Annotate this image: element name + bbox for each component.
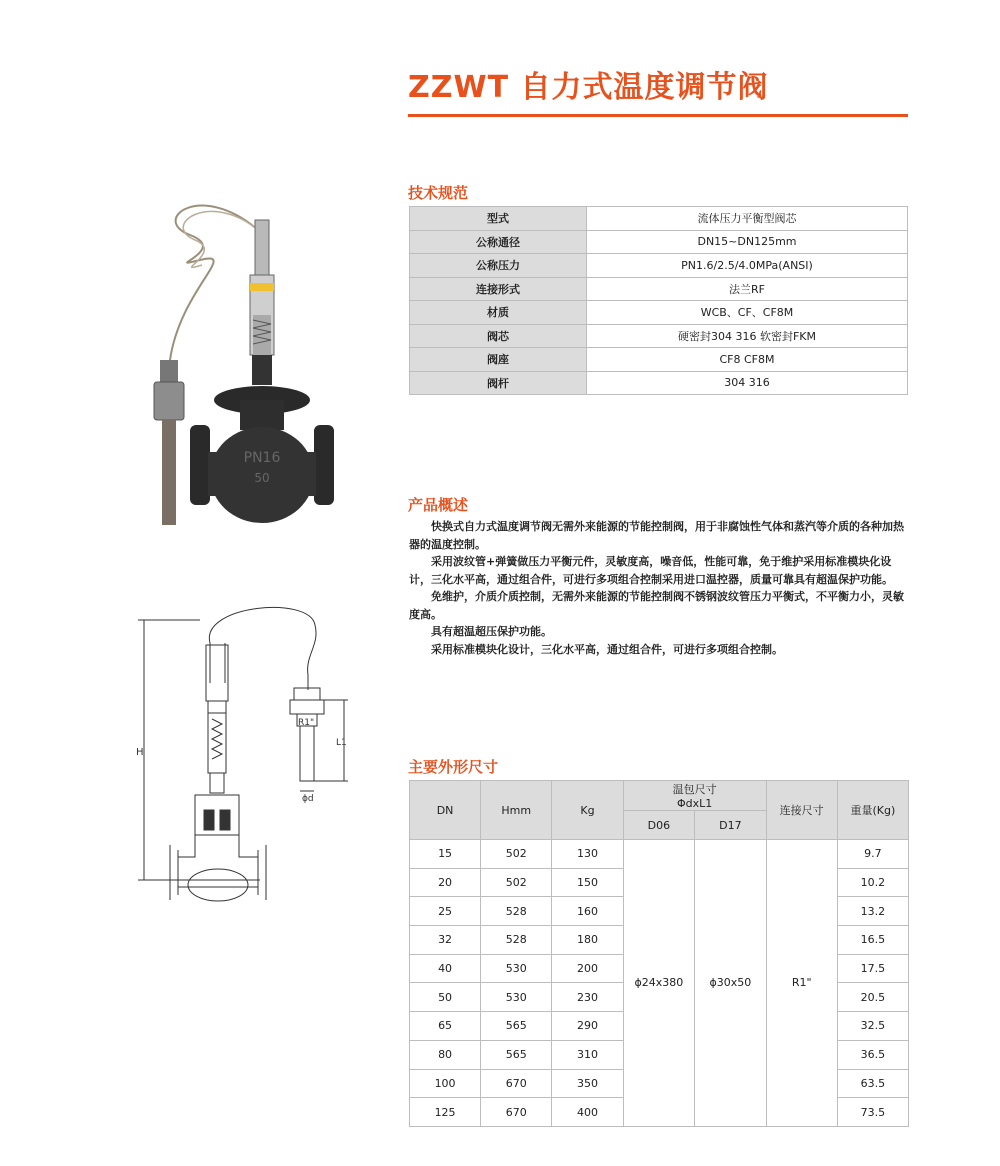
- table-row: [410, 277, 908, 301]
- col-conn: 连接尺寸: [766, 781, 837, 840]
- cell-h: 528: [481, 897, 552, 926]
- cell-d06: ϕ24x380: [623, 840, 695, 1127]
- col-hmm: Hmm: [481, 781, 552, 840]
- cell-dn: 50: [410, 983, 481, 1012]
- spec-value: 流体压力平衡型阀芯: [587, 207, 908, 231]
- valve-drawing: [130, 595, 370, 925]
- cell-h: 565: [481, 1012, 552, 1041]
- cell-d17: ϕ30x50: [695, 840, 766, 1127]
- table-row: [410, 840, 909, 869]
- cell-kg: 150: [552, 868, 623, 897]
- table-row: [410, 348, 908, 372]
- overview-paragraph: 具有超温超压保护功能。: [431, 625, 552, 638]
- cell-kg: 310: [552, 1040, 623, 1069]
- cell-weight: 16.5: [837, 926, 908, 955]
- cell-kg: 180: [552, 926, 623, 955]
- cell-h: 670: [481, 1069, 552, 1098]
- spec-key: 连接形式: [410, 277, 587, 301]
- cell-kg: 200: [552, 954, 623, 983]
- cell-kg: 160: [552, 897, 623, 926]
- title-divider: [408, 114, 908, 117]
- cell-kg: 400: [552, 1098, 623, 1127]
- cell-dn: 125: [410, 1098, 481, 1127]
- spec-key: 阀芯: [410, 324, 587, 348]
- overview-paragraph: 采用波纹管+弹簧做压力平衡元件，灵敏度高，噪音低，性能可靠，免于维护采用标准模块化设计，三化水平高，通过组合件，可进行多项组合控制采用进口温控器，质量可靠具有超温保护功能。: [409, 555, 893, 586]
- spec-key: 公称压力: [410, 254, 587, 278]
- table-row: [410, 301, 908, 325]
- cell-dn: 80: [410, 1040, 481, 1069]
- table-row: [410, 207, 908, 231]
- cell-dn: 100: [410, 1069, 481, 1098]
- cell-h: 530: [481, 983, 552, 1012]
- cell-weight: 73.5: [837, 1098, 908, 1127]
- spec-value: PN1.6/2.5/4.0MPa(ANSI): [587, 254, 908, 278]
- cell-weight: 9.7: [837, 840, 908, 869]
- spec-value: CF8 CF8M: [587, 348, 908, 372]
- spec-heading: 技术规范: [408, 184, 469, 202]
- col-bulb-label: 温包尺寸: [672, 783, 717, 796]
- spec-value: WCB、CF、CF8M: [587, 301, 908, 325]
- spec-value: DN15~DN125mm: [587, 230, 908, 254]
- cell-weight: 20.5: [837, 983, 908, 1012]
- cell-h: 502: [481, 840, 552, 869]
- spec-value: 304 316: [587, 371, 908, 395]
- table-row: [410, 324, 908, 348]
- dims-heading: 主要外形尺寸: [408, 758, 499, 776]
- table-row: [410, 230, 908, 254]
- col-kg: Kg: [552, 781, 623, 840]
- page-title: ZZWT 自力式温度调节阀: [408, 70, 769, 105]
- cell-h: 670: [481, 1098, 552, 1127]
- cell-dn: 15: [410, 840, 481, 869]
- overview-paragraph: 快换式自力式温度调节阀无需外来能源的节能控制阀，用于非腐蚀性气体和蒸汽等介质的各种加热器的温度控制。: [409, 520, 904, 551]
- overview-text: [409, 518, 909, 658]
- dim-d-label: ϕd: [302, 794, 314, 804]
- cell-weight: 32.5: [837, 1012, 908, 1041]
- table-row: [410, 254, 908, 278]
- spec-key: 阀座: [410, 348, 587, 372]
- overview-paragraph: 免维护，介质介质控制，无需外来能源的节能控制阀不锈钢波纹管压力平衡式，不平衡力小，灵敏度高。: [409, 590, 904, 621]
- spec-table: [409, 206, 908, 395]
- col-bulb-sub: ΦdxL1: [676, 797, 713, 810]
- table-header-row: [410, 781, 909, 811]
- table-row: [410, 371, 908, 395]
- spec-key: 公称通径: [410, 230, 587, 254]
- spec-key: 材质: [410, 301, 587, 325]
- col-d06: D06: [623, 811, 695, 840]
- cell-weight: 63.5: [837, 1069, 908, 1098]
- cell-h: 528: [481, 926, 552, 955]
- cell-dn: 20: [410, 868, 481, 897]
- cell-h: 565: [481, 1040, 552, 1069]
- dim-r-label: R1": [298, 718, 315, 728]
- overview-heading: 产品概述: [408, 496, 469, 514]
- dim-l1-label: L1: [336, 738, 347, 748]
- cell-dn: 32: [410, 926, 481, 955]
- cell-h: 530: [481, 954, 552, 983]
- spec-value: 法兰RF: [587, 277, 908, 301]
- cell-weight: 13.2: [837, 897, 908, 926]
- cell-dn: 40: [410, 954, 481, 983]
- dims-table: [409, 780, 909, 1127]
- overview-paragraph: 采用标准模块化设计，三化水平高，通过组合件，可进行多项组合控制。: [431, 642, 783, 656]
- col-dn: DN: [410, 781, 481, 840]
- cell-dn: 25: [410, 897, 481, 926]
- spec-key: 阀杆: [410, 371, 587, 395]
- col-weight: 重量(Kg): [837, 781, 908, 840]
- casting-mark-sub: 50: [254, 471, 270, 485]
- cell-dn: 65: [410, 1012, 481, 1041]
- cell-kg: 130: [552, 840, 623, 869]
- col-bulb: [623, 781, 766, 811]
- col-d17: D17: [695, 811, 766, 840]
- cell-kg: 230: [552, 983, 623, 1012]
- cell-kg: 290: [552, 1012, 623, 1041]
- spec-key: 型式: [410, 207, 587, 231]
- valve-photo: [140, 190, 350, 535]
- cell-weight: 36.5: [837, 1040, 908, 1069]
- cell-kg: 350: [552, 1069, 623, 1098]
- casting-mark: PN16: [243, 450, 281, 466]
- cell-conn: R1": [766, 840, 837, 1127]
- cell-weight: 10.2: [837, 868, 908, 897]
- cell-weight: 17.5: [837, 954, 908, 983]
- cell-h: 502: [481, 868, 552, 897]
- dim-h-label: H: [136, 747, 144, 758]
- spec-value: 硬密封304 316 软密封FKM: [587, 324, 908, 348]
